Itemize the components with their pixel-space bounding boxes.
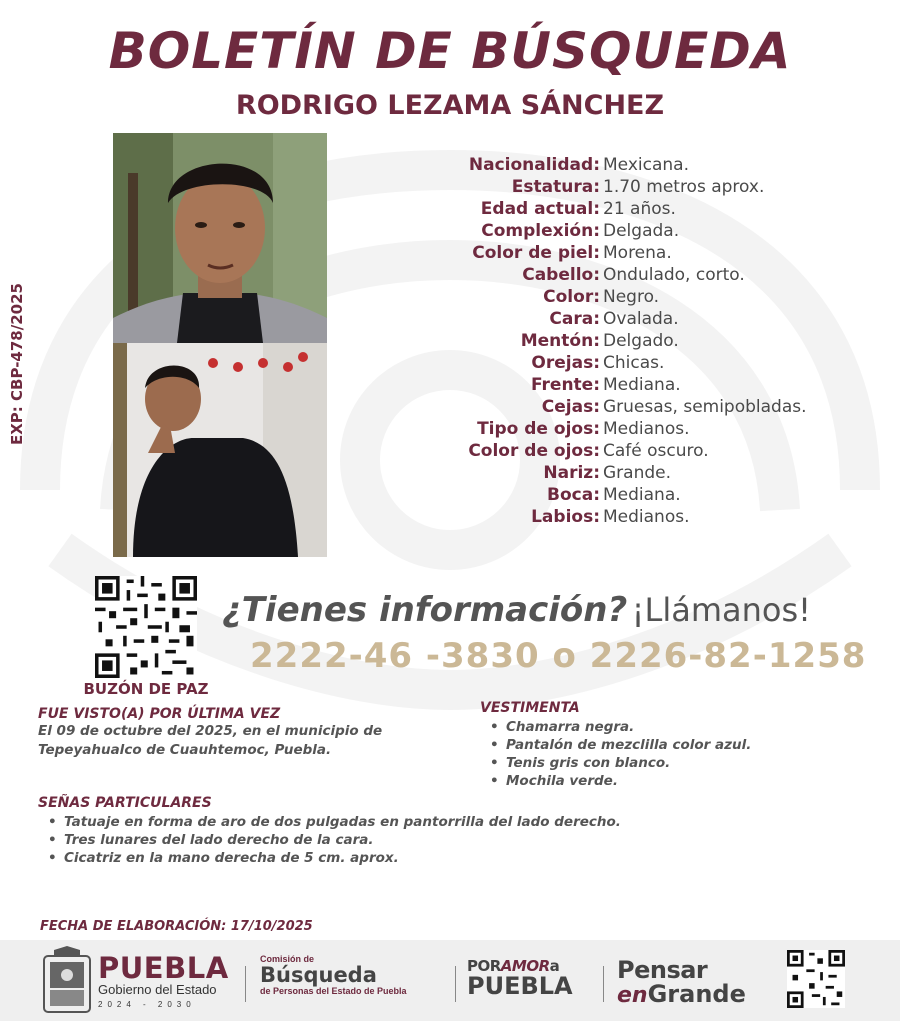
feature-value: Ondulado, corto. [603, 265, 745, 285]
last-seen-section [38, 706, 438, 760]
feature-row [330, 155, 900, 177]
pensar-text: Pensar [617, 956, 708, 984]
feature-row [330, 177, 900, 199]
feature-value: Grande. [603, 463, 672, 483]
feature-row [330, 243, 900, 265]
feature-value: Morena. [603, 243, 672, 263]
puebla-wordmark: PUEBLA [98, 951, 229, 985]
feature-row [330, 309, 900, 331]
call-to-action [222, 590, 811, 630]
feature-label: Color: [543, 287, 600, 307]
clothing-title: VESTIMENTA [480, 700, 580, 716]
feature-value: Mediana. [603, 375, 681, 395]
comision-busqueda-logo [260, 954, 407, 996]
qr-code-buzon[interactable] [95, 576, 197, 678]
footer-logos [0, 940, 900, 1021]
feature-row [330, 221, 900, 243]
info-question: ¿Tienes información? [222, 590, 628, 630]
feature-label: Frente: [531, 375, 600, 395]
feature-value: Café oscuro. [603, 441, 709, 461]
feature-row [330, 199, 900, 221]
phone-numbers[interactable]: 2222-46 -3830 o 2226-82-1258 [250, 636, 867, 676]
gobierno-text: Gobierno del Estado [98, 982, 217, 997]
feature-label: Orejas: [531, 353, 600, 373]
feature-row [330, 287, 900, 309]
feature-label: Labios: [531, 507, 600, 527]
feature-value: 1.70 metros aprox. [603, 177, 765, 197]
list-item: • Chamarra negra. [488, 718, 880, 736]
feature-value: 21 años. [603, 199, 676, 219]
feature-value: Gruesas, semipobladas. [603, 397, 807, 417]
list-item: • Pantalón de mezclilla color azul. [488, 736, 880, 754]
comision-sub-text: de Personas del Estado de Puebla [260, 986, 407, 996]
feature-label: Cejas: [541, 397, 600, 417]
feature-label: Nacionalidad: [468, 155, 600, 175]
feature-row [330, 265, 900, 287]
last-seen-title: FUE VISTO(A) POR ÚLTIMA VEZ [38, 706, 281, 722]
list-item: • Tenis gris con blanco. [488, 754, 880, 772]
distinguishing-marks-section [38, 795, 738, 867]
feature-value: Ovalada. [603, 309, 679, 329]
pensar-en-grande-logo [617, 958, 746, 1008]
person-name: RODRIGO LEZAMA SÁNCHEZ [235, 90, 665, 121]
feature-value: Negro. [603, 287, 660, 307]
divider [245, 966, 246, 1002]
description-list [330, 155, 900, 529]
feature-label: Nariz: [543, 463, 600, 483]
feature-row [330, 419, 900, 441]
person-photo-full [113, 343, 327, 557]
feature-label: Color de ojos: [468, 441, 600, 461]
divider [603, 966, 604, 1002]
feature-label: Edad actual: [480, 199, 600, 219]
grande-text: Grande [647, 980, 746, 1008]
feature-value: Mexicana. [603, 155, 689, 175]
feature-label: Boca: [547, 485, 600, 505]
puebla-government-logo [98, 953, 229, 1009]
marks-title: SEÑAS PARTICULARES [38, 795, 212, 811]
a-text: a [549, 957, 560, 975]
feature-row [330, 375, 900, 397]
list-item: • Tatuaje en forma de aro de dos pulgadas en pantorrilla del lado derecho. [46, 813, 738, 831]
feature-row [330, 507, 900, 529]
feature-row [330, 331, 900, 353]
list-item: • Mochila verde. [488, 772, 880, 790]
puebla-text: PUEBLA [467, 972, 573, 1000]
amor-text: AMOR [500, 957, 550, 975]
feature-label: Cara: [549, 309, 600, 329]
feature-value: Mediana. [603, 485, 681, 505]
qr-code-footer[interactable] [787, 950, 845, 1008]
feature-row [330, 463, 900, 485]
en-text: en [617, 983, 648, 1008]
feature-label: Estatura: [511, 177, 600, 197]
bulletin-title: BOLETÍN DE BÚSQUEDA [108, 22, 792, 80]
por-amor-a-puebla-logo [467, 958, 573, 998]
feature-label: Color de piel: [472, 243, 600, 263]
clothing-section [480, 700, 880, 790]
feature-row [330, 441, 900, 463]
divider [455, 966, 456, 1002]
feature-value: Medianos. [603, 419, 690, 439]
feature-label: Tipo de ojos: [477, 419, 600, 439]
feature-row [330, 397, 900, 419]
elaboration-date: FECHA DE ELABORACIÓN: 17/10/2025 [40, 919, 313, 934]
period-text: 2024 - 2030 [98, 1000, 196, 1009]
feature-label: Mentón: [520, 331, 600, 351]
buzon-de-paz-label: BUZÓN DE PAZ [83, 680, 209, 698]
list-item: • Tres lunares del lado derecho de la cara. [46, 831, 738, 849]
comision-big-text: Búsqueda [260, 963, 377, 987]
list-item: • Cicatriz en la mano derecha de 5 cm. aprox. [46, 849, 738, 867]
feature-row [330, 353, 900, 375]
call-us-text: ¡Llámanos! [631, 591, 811, 629]
feature-label: Complexión: [481, 221, 600, 241]
person-photo-portrait [113, 133, 327, 343]
clothing-list [488, 718, 880, 790]
feature-row [330, 485, 900, 507]
last-seen-text: El 09 de octubre del 2025, en el municipio de Tepeyahualco de Cuauhtemoc, Puebla. [38, 723, 383, 758]
feature-value: Medianos. [603, 507, 690, 527]
feature-value: Delgado. [603, 331, 679, 351]
feature-label: Cabello: [522, 265, 600, 285]
feature-value: Chicas. [603, 353, 665, 373]
marks-list [46, 813, 738, 867]
expediente-number: EXP: CBP-478/2025 [8, 283, 26, 445]
state-seal-icon [40, 946, 94, 1016]
por-text: POR [467, 957, 501, 975]
feature-value: Delgada. [603, 221, 680, 241]
comision-small-text: Comisión de [260, 954, 315, 964]
